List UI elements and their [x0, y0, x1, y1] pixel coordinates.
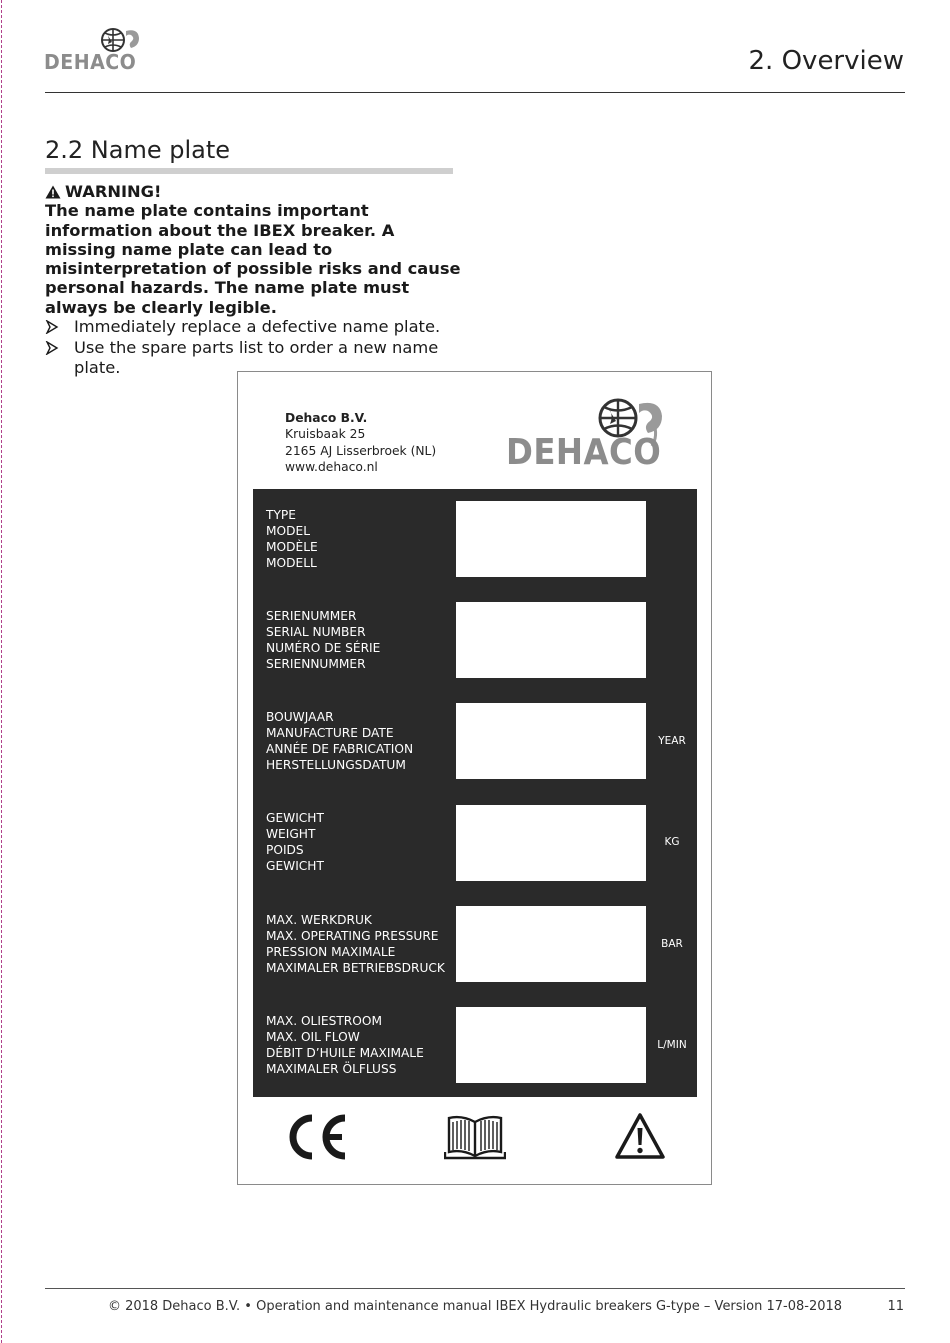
binding-edge [1, 0, 2, 1343]
field-unit-year: YEAR [658, 735, 686, 747]
field-box-pressure [456, 906, 646, 982]
company-city: 2165 AJ Lisserbroek (NL) [285, 443, 437, 458]
ce-mark-icon [284, 1112, 348, 1162]
data-panel [253, 489, 697, 1097]
field-label-pressure: MAX. WERKDRUK MAX. OPERATING PRESSURE PRESSION MAXIMALE MAXIMALER BETRIEBSDRUCK [266, 913, 445, 976]
warning-heading [45, 182, 465, 201]
subsection-title: 2.2 Name plate [45, 136, 231, 164]
field-unit-kg: KG [664, 836, 680, 848]
field-unit-lmin: L/MIN [657, 1039, 687, 1051]
field-label-type: TYPE MODEL MODÈLE MODELL [266, 508, 318, 571]
logo-text: DEHACO [44, 50, 137, 74]
manual-book-icon [444, 1114, 506, 1160]
warning-text: The name plate contains important information about the IBEX breaker. A missing name plate can lead to misinterpretation of possible risks and cause personal hazards. The name plate must always be clearly legible. [45, 201, 461, 317]
warning-triangle-icon [45, 185, 61, 199]
bullet-text: Use the spare parts list to order a new name plate. [74, 338, 439, 377]
warning-triangle-icon [614, 1112, 666, 1160]
plate-logo-text: DEHACO [506, 432, 662, 473]
bullet-item [45, 317, 465, 338]
dehaco-logo [44, 26, 148, 76]
field-label-serial: SERIENUMMER SERIAL NUMBER NUMÉRO DE SÉRIE SERIENNUMMER [266, 609, 381, 672]
warning-block [45, 182, 465, 377]
field-label-weight: GEWICHT WEIGHT POIDS GEWICHT [266, 811, 324, 874]
warning-title: WARNING! [65, 182, 162, 201]
field-box-oil-flow [456, 1007, 646, 1083]
footer-text: © 2018 Dehaco B.V. • Operation and maintenance manual IBEX Hydraulic breakers G-type – Version 17-08-2018 [107, 1299, 843, 1314]
field-box-weight [456, 805, 646, 881]
arrowhead-bullet-icon [45, 317, 74, 338]
field-box-date [456, 703, 646, 779]
bullet-text: Immediately replace a defective name plate. [74, 317, 441, 337]
name-plate [237, 371, 712, 1185]
field-box-type [456, 501, 646, 577]
arrowhead-bullet-icon [45, 338, 74, 377]
section-title: 2. Overview [748, 46, 904, 76]
field-box-serial [456, 602, 646, 678]
field-label-date: BOUWJAAR MANUFACTURE DATE ANNÉE DE FABRICATION HERSTELLUNGSDATUM [266, 710, 414, 773]
field-unit-bar: BAR [661, 938, 683, 950]
field-label-oil-flow: MAX. OLIESTROOM MAX. OIL FLOW DÉBIT D’HUILE MAXIMALE MAXIMALER ÖLFLUSS [266, 1014, 424, 1077]
company-street: Kruisbaak 25 [285, 427, 366, 442]
plate-logo [506, 396, 671, 476]
subsection-rule [45, 168, 453, 174]
company-address [285, 410, 436, 475]
company-name: Dehaco B.V. [285, 411, 368, 425]
header-rule [45, 92, 905, 93]
page-number: 11 [887, 1299, 904, 1314]
footer-rule [45, 1288, 905, 1289]
company-web: www.dehaco.nl [285, 459, 378, 474]
